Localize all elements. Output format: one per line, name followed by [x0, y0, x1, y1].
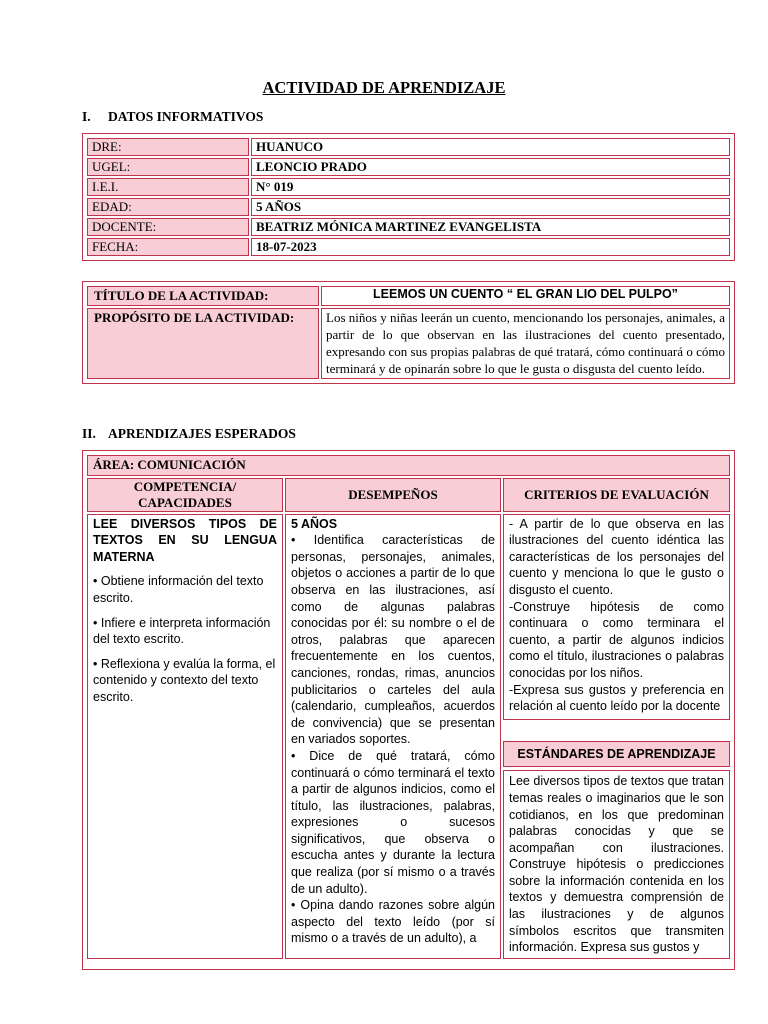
section-heading-datos — [82, 109, 263, 125]
info-value: BEATRIZ MÓNICA MARTINEZ EVANGELISTA — [251, 218, 730, 236]
activity-purpose-label: PROPÓSITO DE LA ACTIVIDAD: — [87, 308, 319, 379]
capacidad-item: • Reflexiona y evalúa la forma, el contenido y contexto del texto escrito. — [93, 656, 276, 704]
area-label: ÁREA: COMUNICACIÓN — [87, 455, 730, 476]
desempenos-cell — [285, 514, 501, 959]
info-label: DRE: — [87, 138, 249, 156]
table-row — [87, 138, 730, 156]
info-label: EDAD: — [87, 198, 249, 216]
criterio-item: -Expresa sus gustos y preferencia en relación al cuento leído por la docente — [509, 682, 724, 714]
datos-informativos-table — [82, 133, 735, 261]
info-value: LEONCIO PRADO — [251, 158, 730, 176]
competencia-cell — [87, 514, 283, 959]
criterios-cell — [503, 514, 730, 959]
section-number: II. — [82, 426, 96, 441]
estandares-heading: ESTÁNDARES DE APRENDIZAJE — [503, 741, 730, 768]
section-number: I. — [82, 109, 91, 124]
aprendizajes-table — [82, 450, 735, 970]
section-heading-aprendizajes — [82, 426, 296, 442]
table-row — [87, 514, 730, 959]
table-row — [87, 308, 730, 379]
table-row — [87, 455, 730, 476]
header-desempenos: DESEMPEÑOS — [285, 478, 501, 512]
activity-table — [82, 281, 735, 384]
info-label: UGEL: — [87, 158, 249, 176]
capacidad-item: • Infiere e interpreta información del texto escrito. — [93, 615, 271, 647]
info-value: 18-07-2023 — [251, 238, 730, 256]
activity-title-value: LEEMOS UN CUENTO “ EL GRAN LIO DEL PULPO” — [321, 286, 730, 306]
criterio-item: -Construye hipótesis de como continuara o como terminara el cuento, a partir de algunos indicios como el título, ilustraciones o palabras conocidas por los niños. — [509, 599, 724, 680]
desempeno-item: • Identifica características de personas, personajes, animales, objetos o acciones a partir de lo que observa en las ilustraciones, así como de algunas palabras conocidas por él: su nombre o el de otros, palabras que aparecen frecuentemente en los cuentos, canciones, rondas, rimas, anuncios publicitarios o carteles del aula (calendario, cumpleaños, acuerdos de convivencia) que se presentan en variados soportes. — [291, 533, 495, 747]
header-competencia: COMPETENCIA/ CAPACIDADES — [87, 478, 283, 512]
activity-purpose-value: Los niños y niñas leerán un cuento, mencionando los personajes, animales, a partir de lo que observan en las ilustraciones del cuento presentado, expresando con sus propias palabras de qué tratará, cómo continuará o cómo terminará y de opinarán sobre lo que le gusta o disgusta del cuento leído. — [321, 308, 730, 379]
header-criterios: CRITERIOS DE EVALUACIÓN — [503, 478, 730, 512]
table-row — [87, 286, 730, 306]
capacidad-item: • Obtiene información del texto escrito. — [93, 574, 264, 605]
table-row — [87, 198, 730, 216]
section-title: APRENDIZAJES ESPERADOS — [108, 426, 296, 441]
criterios-list — [503, 514, 730, 720]
table-row — [87, 478, 730, 512]
table-row — [87, 178, 730, 196]
estandares-text: Lee diversos tipos de textos que tratan temas reales o imaginarios que le son cotidianos, en los que predominan palabras conocidas y que se acompañan con ilustraciones. Construye hipótesis o predicciones sobre la información contenida en los textos y demuestra comprensión de las ilustraciones y de algunos símbolos escritos que transmiten información. Expresa sus gustos y — [503, 770, 730, 959]
section-title: DATOS INFORMATIVOS — [108, 109, 264, 124]
info-label: FECHA: — [87, 238, 249, 256]
table-row — [87, 158, 730, 176]
desempeno-item: • Opina dando razones sobre algún aspecto del texto leído (por sí mismo o a través de un adulto), a — [291, 898, 495, 946]
document-title: ACTIVIDAD DE APRENDIZAJE — [262, 78, 506, 97]
info-value: HUANUCO — [251, 138, 730, 156]
info-label: I.E.I. — [87, 178, 249, 196]
info-label: DOCENTE: — [87, 218, 249, 236]
table-row — [87, 238, 730, 256]
criterio-item: - A partir de lo que observa en las ilustraciones del cuento idéntica las características de los personajes del cuento y menciona lo que le gusto o disgusto el cuento. — [509, 516, 724, 597]
desempeno-item: • Dice de qué tratará, cómo continuará o cómo terminará el texto a partir de algunos indicios, como el título, las ilustraciones, palabras, expresiones o sucesos significativos, que observa o escucha antes y durante la lectura que realiza (por sí mismo o a través de un adulto). — [291, 748, 495, 896]
competencia-title: LEE DIVERSOS TIPOS DE TEXTOS EN SU LENGUA MATERNA — [93, 516, 277, 564]
info-value: N° 019 — [251, 178, 730, 196]
desempeno-age: 5 AÑOS — [291, 516, 338, 531]
activity-title-label: TÍTULO DE LA ACTIVIDAD: — [87, 286, 319, 306]
table-row — [87, 218, 730, 236]
info-value: 5 AÑOS — [251, 198, 730, 216]
